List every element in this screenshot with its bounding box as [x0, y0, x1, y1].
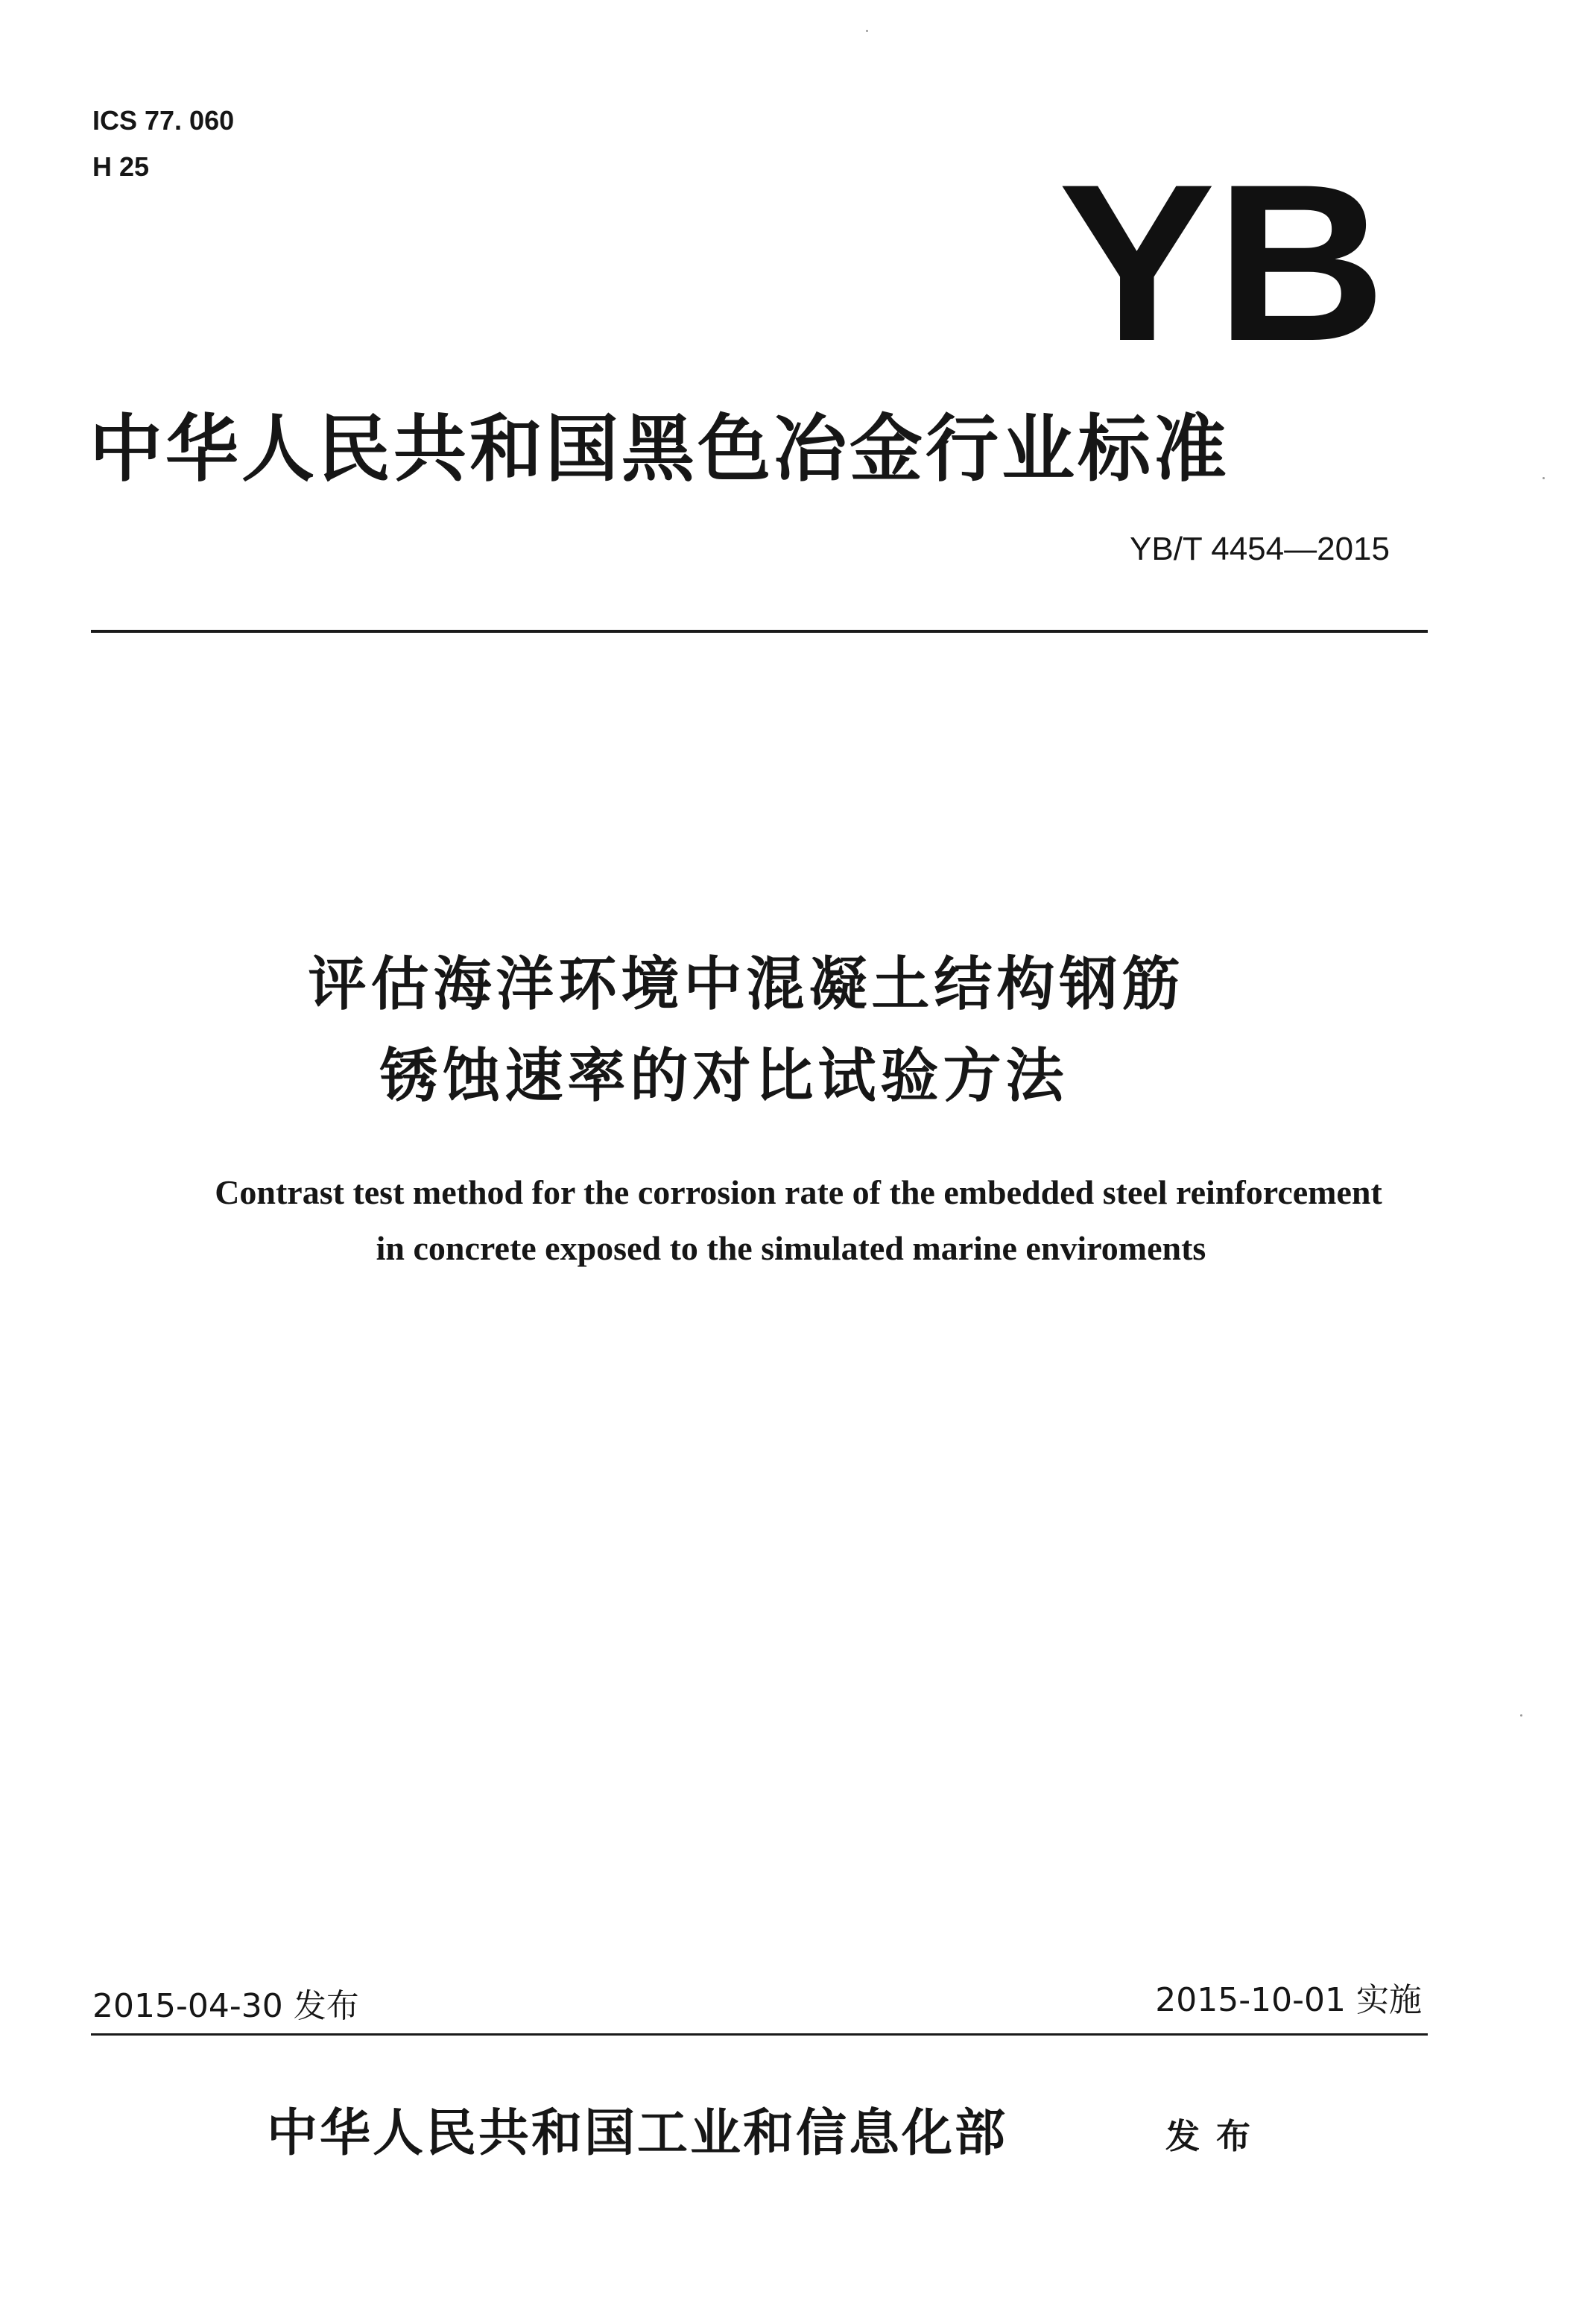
implementation-date: 2015-10-01 实施: [1155, 1981, 1422, 2019]
standard-number: YB/T 4454—2015: [1130, 531, 1390, 567]
chinese-title-line-1: 评估海洋环境中混凝土结构钢筋: [308, 951, 1185, 1018]
issue-date: 2015-04-30 发布: [92, 1987, 359, 2025]
yb-logo-text: YB: [1058, 171, 1386, 358]
publish-label: 发布: [1165, 2116, 1267, 2156]
publisher-name: 中华人民共和国工业和信息化部: [267, 2103, 1008, 2163]
yb-logo: [1058, 171, 1386, 358]
ccs-code: H 25: [92, 151, 150, 182]
scan-speck: [1543, 477, 1545, 479]
scan-speck: [866, 30, 868, 32]
english-title-line-2: in concrete exposed to the simulated marine enviroments: [376, 1229, 1206, 1267]
scan-speck: [1520, 1714, 1522, 1717]
chinese-title-line-2: 锈蚀速率的对比试验方法: [379, 1043, 1069, 1110]
industry-standard-title: 中华人民共和国黑色冶金行业标准: [89, 407, 1230, 492]
bottom-divider: [91, 2033, 1428, 2036]
top-divider: [91, 630, 1428, 633]
ics-code: ICS 77. 060: [92, 105, 235, 136]
english-title-line-1: Contrast test method for the corrosion rate of the embedded steel reinforcement: [215, 1173, 1382, 1211]
